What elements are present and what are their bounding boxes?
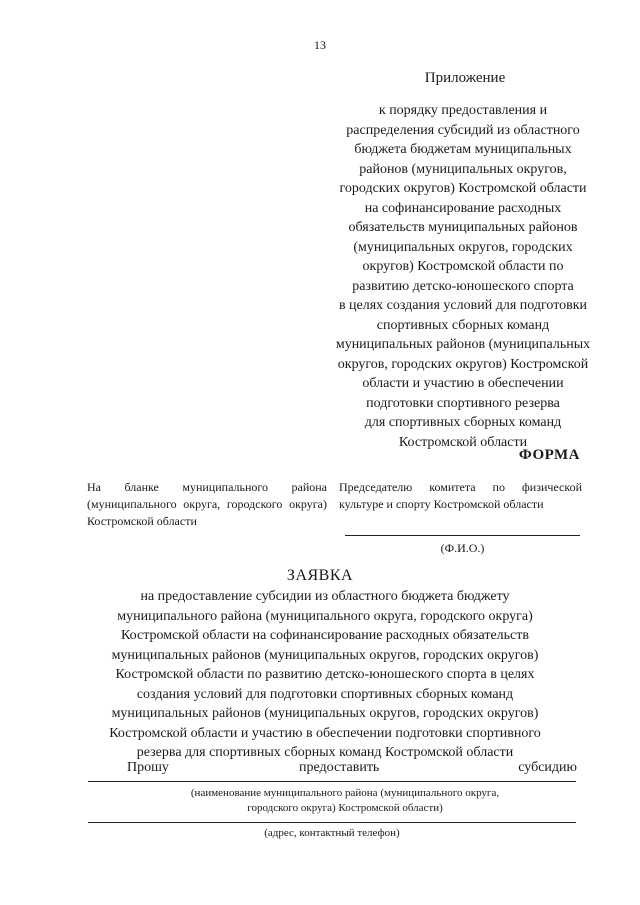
request-word-predostavit: предоставить [299,760,380,775]
letterhead-note: На бланке муниципального района (муниципального округа, городского округа) Костромской области [87,480,327,528]
appendix-line: муниципальных районов (муниципальных [335,337,591,352]
appendix-line: на софинансирование расходных [364,200,562,216]
request-word-subsidiyu: субсидию [518,760,577,775]
appendix-line: бюджета бюджетам муниципальных [354,142,572,157]
application-line: Костромской области на софинансирование расходных обязательств [121,628,529,643]
appendix-line: спортивных сборных команд [376,317,550,333]
appendix-line: обязательств муниципальных районов [348,220,578,235]
appendix-line: к порядку предоставления и [378,103,548,118]
fio-caption: (Ф.И.О.) [440,541,485,555]
appendix-line: округов, городских округов) Костромской [337,356,589,372]
appendix-line: районов (муниципальных округов, [359,161,567,177]
caption-line: (наименование муниципального района (муниципального округа, [190,787,500,799]
application-line: Костромской области по развитию детско-юношеского спорта в целях [115,667,535,682]
application-line: на предоставление субсидии из областного бюджета бюджету [140,589,510,604]
application-title: ЗАЯВКА [286,567,354,584]
appendix-line: распределения субсидий из областного [346,122,580,138]
form-label: ФОРМА [518,447,580,463]
application-line: Костромской области и участию в обеспечении подготовки спортивного [109,725,541,741]
application-line: создания условий для подготовки спортивных сборных команд [136,686,514,702]
municipality-name-field[interactable] [88,781,576,782]
appendix-description [318,101,608,452]
address-phone-caption: (адрес, контактный телефон) [264,827,400,839]
application-line: муниципальных районов (муниципальных округов, городских округов) [111,706,539,721]
caption-line: городского округа) Костромской области) [247,802,443,814]
appendix-line: для спортивных сборных команд [364,415,562,430]
appendix-title: Приложение [424,70,506,86]
application-line: муниципального района (муниципального округа, городского округа) [117,608,533,624]
page-number: 13 [314,38,326,52]
appendix-line: (муниципальных округов, городских [353,239,573,255]
appendix-line: округов) Костромской области по [362,259,564,274]
appendix-line: развитию детско-юношеского спорта [352,278,574,294]
application-line: резерва для спортивных сборных команд Костромской области [136,745,514,760]
appendix-line: Костромской области [398,434,528,450]
application-line: муниципальных районов (муниципальных округов, городских округов) [111,647,539,663]
appendix-line: области и участию в обеспечении [362,376,564,391]
application-description [70,587,580,763]
appendix-line: в целях создания условий для подготовки [338,298,588,313]
appendix-line: городских округов) Костромской области [339,181,587,196]
address-phone-field[interactable] [88,822,576,823]
request-word-prosu: Прошу [127,760,169,775]
appendix-line: подготовки спортивного резерва [366,395,560,411]
fio-underline [345,535,580,536]
addressee-text: Председателю комитета по физической культуре и спорту Костромской области [339,480,582,511]
municipality-name-caption [150,786,540,816]
